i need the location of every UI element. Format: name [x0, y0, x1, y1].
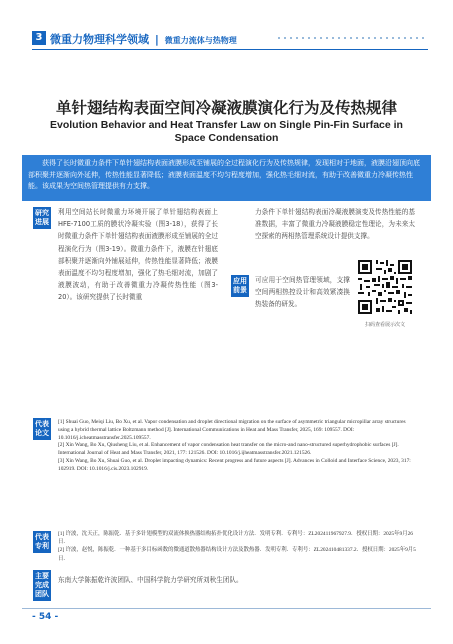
research-text-col2: 力条件下单针翅结构表面冷凝液膜演变及传热性能的基准数据，丰富了微重力冷凝液膜稳定性理论，为未来太空探索的两相热管理系统设计提供支撑。 [255, 208, 415, 241]
team-text: 东南大学陈振乾许波团队、中国科学院力学研究所刘秋生团队。 [58, 576, 243, 584]
subsection-title: 微重力流体与热物理 [164, 36, 237, 45]
header-separator: | [154, 33, 159, 46]
tag-application: 应用前景 [231, 275, 249, 297]
abstract-box [22, 155, 431, 201]
tag-papers: 代表论文 [33, 418, 51, 440]
article-title-cn: 单针翅结构表面空间冷凝液膜演化行为及传热规律 [55, 99, 397, 117]
footer-rule [22, 608, 431, 609]
qr-code[interactable] [356, 258, 414, 316]
abstract-text: 获得了长时微重力条件下单针翅结构表面液膜形成至铺展的全过程演化行为及传热规律，发现相对于地面，液膜沿翅顶向底部积聚并逐渐向外延伸，传热性能显著降低；液膜表面温度不均匀程度增加，强化热毛细对流，有助于改善微重力冷凝传热性能。该成果为空间热管理提供有力支撑。 [28, 159, 420, 190]
section-number-badge: 3 [32, 31, 46, 45]
research-text-col1: 利用空间站长时微重力环境开展了单针翅结构表面上HFE-7100工质的膜状冷凝实验（图3-18），获得了长时微重力条件下单针翅结构表面液膜形成至铺展的全过程演化行为（图3-19）。微重力条件下，液膜在针翅底部积聚并逐渐向外铺展延伸，传热性能显著降低；液膜表面温度不均匀程度增加，强化了热毛细对流，加剧了液膜波动，有助于改善微重力冷凝传热性能（图3-20）。该研究提供了长时微重 [58, 208, 218, 302]
paper-item: [3] Xin Wang, Bo Xu, Shuai Guo, et al. Droplet impacting dynamics: Recent progress and future aspects [J]. Advances in Colloid and Interface Science, 2023, 317: 102919. DOI: 10.1016/j.cis.2023.102919. [58, 457, 411, 472]
paper-item: [1] Shuai Guo, Meiqi Liu, Bo Xu, et al. Vapor condensation and droplet directional migration on the surface of asymmetric triangular micropillar array structures using a hybrid thermal lattice Boltzmann method [J]. International Communications in Heat and Mass Transfer, 2025, 169: 109557. DOI: 10.1016/j.icheatmasstransfer.2025.109557. [58, 419, 406, 441]
tag-team: 主要完成团队 [33, 570, 51, 601]
article-title-en: Evolution Behavior and Heat Transfer Law on Single Pin-Fin Surface in Space Condensation [50, 119, 403, 144]
section-title-text: 微重力物理科学领域 [50, 33, 149, 46]
patent-item: [1] 许波，沈天正，陈振乾．基于多针翅模型的双流体换热器结构拓扑优化设计方法．发明专利．专利号：ZL202411967927.9．授权日期：2025年9月26日． [58, 531, 413, 546]
paper-list [58, 419, 418, 474]
header-dotted-rule [276, 37, 428, 39]
tag-research-progress: 研究进展 [33, 207, 51, 229]
header-rule [32, 49, 428, 50]
qr-caption: 扫码查看展示次文 [364, 322, 405, 328]
patent-list [58, 530, 418, 563]
qr-code-icon [356, 258, 414, 316]
application-text: 可应用于空间热管理领域，支撑空间两相热控设计和高效紧凑换热装备的研发。 [255, 276, 350, 309]
patent-item: [2] 许波，赵悦，陈振乾．一种基于多目标函数的微通道散热器结构设计方法及散热器．发明专利．专利号：ZL202410481337.2．授权日期：2025年9月5日． [58, 547, 416, 562]
section-title [50, 31, 237, 47]
paper-item: [2] Xin Wang, Bo Xu, Qiusheng Liu, et al. Enhancement of vapor condensation heat transfer on the micro-and nano-structured superhydrophobic surfaces [J]. International Journal of Heat and Mass Transfer, 2021, 177: 121526. DOI: 10.1016/j.ijheatmasstransfer.2021.121526. [58, 442, 399, 457]
page-number: - 54 - [32, 612, 59, 622]
tag-patents: 代表专利 [33, 531, 51, 553]
